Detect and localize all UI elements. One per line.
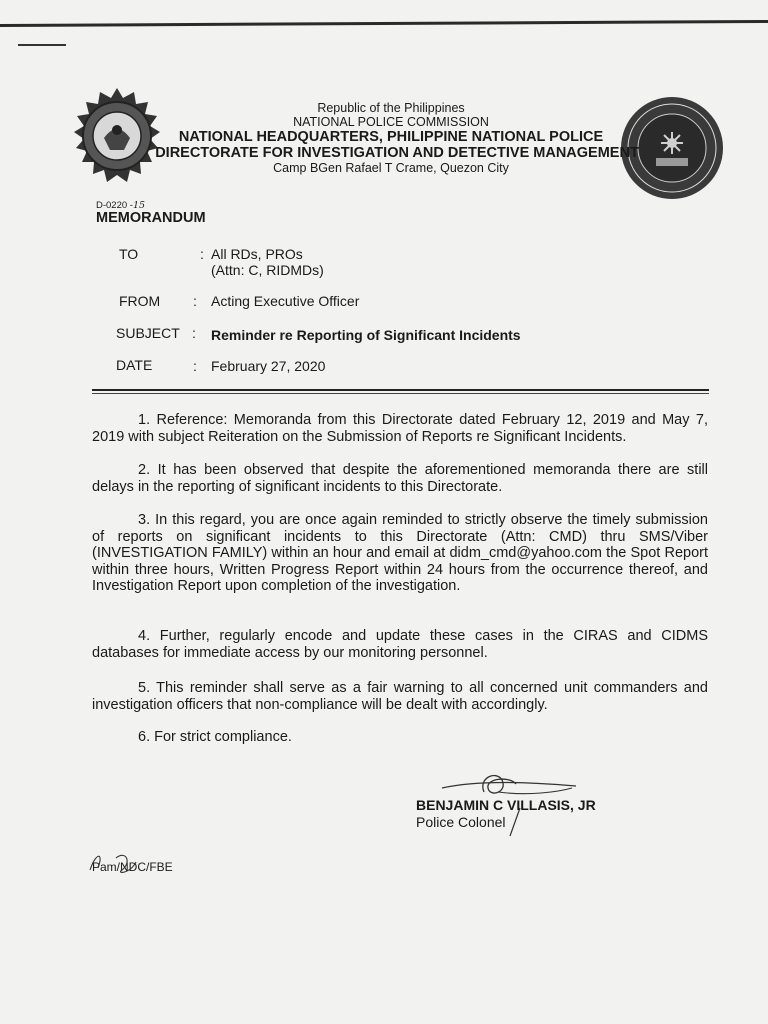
header-didm: DIRECTORATE FOR INVESTIGATION AND DETECTIVE MANAGEMENT: [155, 145, 639, 161]
subject-label: SUBJECT: [116, 325, 180, 341]
memo-title: MEMORANDUM: [96, 210, 206, 226]
to-colon: :: [200, 246, 204, 262]
paragraph-2-text: 2. It has been observed that despite the aforementioned memoranda there are still delays in the reporting of significant incidents to this Directorate.: [92, 462, 708, 495]
signatory-rank: Police Colonel: [416, 814, 506, 830]
memo-ref-printed: D-0220 -: [96, 200, 133, 211]
reference-initials: Pam/NDC/FBE: [92, 860, 173, 874]
paragraph-5-text: 5. This reminder shall serve as a fair warning to all concerned unit commanders and investigation officers that non-compliance will be dealt with accordingly.: [92, 680, 708, 713]
scan-edge-line: [0, 20, 768, 27]
subject-colon: :: [192, 325, 196, 341]
to-value-2: (Attn: C, RIDMDs): [211, 262, 324, 278]
memo-ref-handwritten: 15: [132, 200, 146, 211]
initials-scribble: [86, 848, 146, 878]
date-value: February 27, 2020: [211, 358, 326, 374]
header-address: Camp BGen Rafael T Crame, Quezon City: [273, 161, 509, 175]
header-pnp: NATIONAL HEADQUARTERS, PHILIPPINE NATIONAL POLICE: [178, 129, 604, 145]
from-colon: :: [193, 293, 197, 309]
subject-value: Reminder re Reporting of Significant Incidents: [211, 327, 521, 343]
paragraph-6-text: 6. For strict compliance.: [138, 729, 292, 745]
header-republic: Republic of the Philippines: [317, 101, 465, 115]
paragraph-5: [92, 680, 708, 713]
signatory-name: BENJAMIN C VILLASIS, JR: [416, 797, 596, 813]
scan-mark: [18, 44, 66, 46]
from-value: Acting Executive Officer: [211, 293, 360, 309]
paragraph-4-text: 4. Further, regularly encode and update these cases in the CIRAS and CIDMS databases for immediate access by our monitoring personnel.: [92, 628, 708, 661]
date-label: DATE: [116, 357, 153, 373]
from-label: FROM: [119, 293, 161, 309]
header-napolcom: NATIONAL POLICE COMMISSION: [293, 115, 489, 129]
date-colon: :: [193, 358, 197, 374]
paragraph-3-text: 3. In this regard, you are once again reminded to strictly observe the timely submission of reports on significant incidents to this Directorate (Attn: CMD) thru SMS/Viber (INVESTIGATION FAMILY) within an hour and email at didm_cmd@yahoo.com the Spot Report within three hours, Written Progress Report within 24 hours from the occurrence thereof, and Investigation Report upon completion of the investigation.: [92, 512, 708, 594]
paragraph-2: [92, 462, 708, 495]
paragraph-1: [92, 412, 708, 445]
paragraph-4: [92, 628, 708, 661]
paragraph-1-text: 1. Reference: Memoranda from this Directorate dated February 12, 2019 and May 7, 2019 with subject Reiteration on the Submission of Reports re Significant Incidents.: [92, 412, 708, 445]
paragraph-3: [92, 512, 708, 595]
to-value-1: All RDs, PROs: [211, 246, 303, 262]
to-label: TO: [119, 246, 139, 262]
paragraph-6: [92, 729, 708, 746]
header-divider: [92, 389, 709, 394]
